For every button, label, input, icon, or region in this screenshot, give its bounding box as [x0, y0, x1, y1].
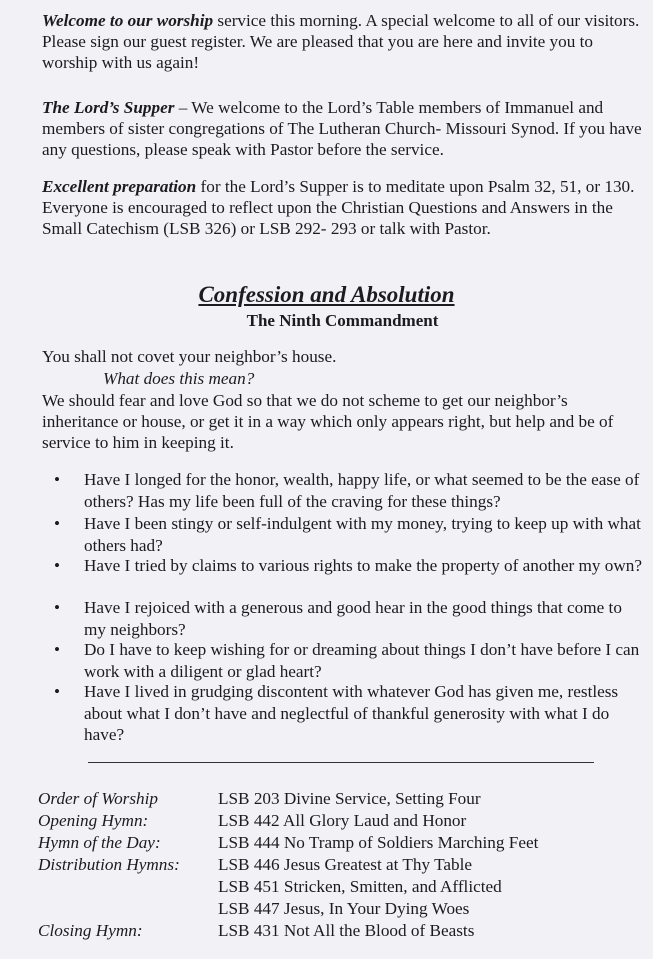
section-subtitle: The Ninth Commandment — [246, 311, 439, 330]
order-value: LSB 446 Jesus Greatest at Thy Table — [218, 855, 473, 874]
lords-supper-lead: The Lord’s Supper — [42, 98, 175, 117]
question-text: Do I have to keep wishing for or dreaming about things I don’t have before I can work with a diligent or glad heart? — [84, 640, 640, 681]
order-row — [38, 920, 648, 942]
preparation-text: for the Lord’s Supper is to meditate upon Psalm 32, 51, or 130. Everyone is encouraged to reflect upon the Christian Questions and Answers in the Small Catechism (LSB 326) or LSB 292- 293 or talk with Pastor. — [42, 177, 635, 238]
bullet-icon: • — [54, 682, 61, 701]
commandment-meaning: We should fear and love God so that we do not scheme to get our neighbor’s inheritance or house, or get it in a way which only appears right, but help and be of service to him in keeping it. — [42, 391, 614, 452]
order-row — [38, 854, 648, 876]
bullet-icon: • — [54, 640, 61, 659]
question-text: Have I longed for the honor, wealth, happy life, or what seemed to be the ease of others? Has my life been full of the craving for these things? — [84, 470, 640, 511]
order-value: LSB 431 Not All the Blood of Beasts — [218, 921, 475, 940]
order-row — [38, 898, 648, 920]
order-label: Order of Worship — [38, 789, 159, 808]
order-label: Opening Hymn: — [38, 811, 149, 830]
welcome-paragraph — [42, 10, 642, 73]
order-label: Distribution Hymns: — [38, 855, 180, 874]
bullet-icon: • — [54, 514, 61, 533]
question-text: Have I lived in grudging discontent with whatever God has given me, restless about what I don’t have and neglectful of thankful generosity with what I do have? — [84, 682, 619, 744]
order-value: LSB 451 Stricken, Smitten, and Afflicted — [218, 877, 502, 896]
question-text: Have I been stingy or self-indulgent with my money, trying to keep up with what others had? — [84, 514, 641, 555]
order-row — [38, 788, 648, 810]
welcome-text: service this morning. A special welcome to all of our visitors. Please sign our guest register. We are pleased that you are here and invite you to worship with us again! — [42, 11, 640, 72]
order-value: LSB 447 Jesus, In Your Dying Woes — [218, 899, 470, 918]
order-label: Closing Hymn: — [38, 921, 143, 940]
preparation-lead: Excellent preparation — [42, 177, 197, 196]
order-label: Hymn of the Day: — [38, 833, 161, 852]
commandment-text: You shall not covet your neighbor’s house. — [42, 347, 337, 366]
order-value: LSB 442 All Glory Laud and Honor — [218, 811, 467, 830]
section-title: Confession and Absolution — [198, 282, 455, 307]
preparation-paragraph — [42, 176, 642, 239]
meaning-question: What does this mean? — [103, 369, 255, 388]
order-row — [38, 876, 648, 898]
order-row — [38, 810, 648, 832]
bullet-icon: • — [54, 470, 61, 489]
divider — [88, 762, 594, 763]
question-text: Have I tried by claims to various rights to make the property of another my own? — [84, 556, 642, 575]
welcome-lead: Welcome to our worship — [42, 11, 214, 30]
bullet-icon: • — [54, 556, 61, 575]
order-value: LSB 203 Divine Service, Setting Four — [218, 789, 481, 808]
question-text: Have I rejoiced with a generous and good hear in the good things that come to my neighbors? — [84, 598, 622, 639]
order-value: LSB 444 No Tramp of Soldiers Marching Feet — [218, 833, 539, 852]
bullet-icon: • — [54, 598, 61, 617]
lords-supper-paragraph — [42, 97, 642, 160]
order-row — [38, 832, 648, 854]
lords-supper-text: – We welcome to the Lord’s Table members of Immanuel and members of sister congregations of The Lutheran Church- Missouri Synod. If you have any questions, please speak with Pastor before the service. — [42, 98, 642, 159]
